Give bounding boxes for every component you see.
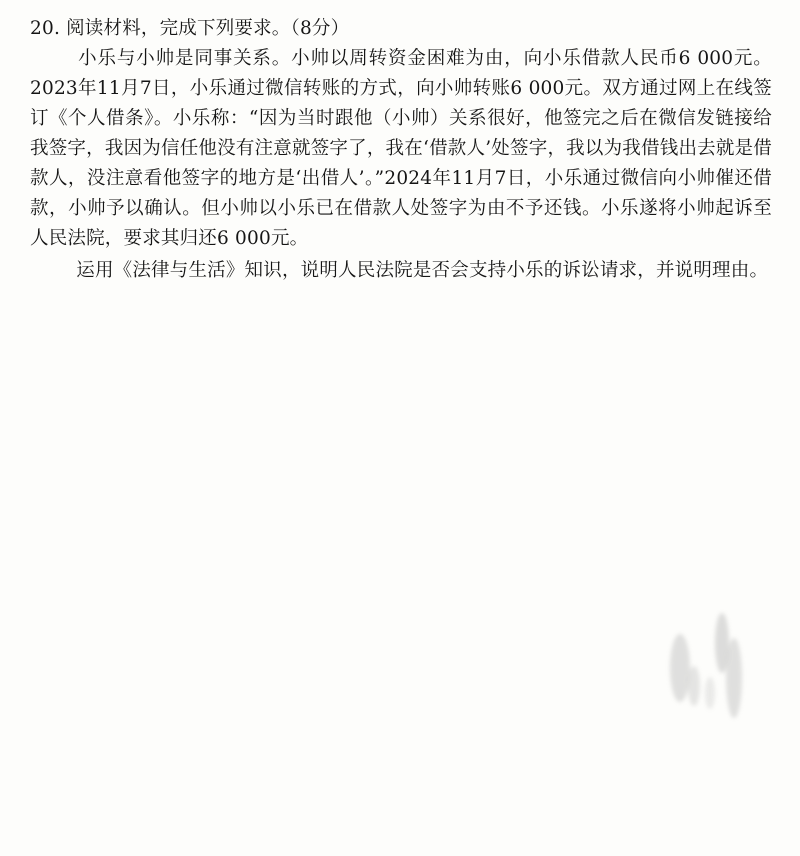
task-requirement: 运用《法律与生活》知识，说明人民法院是否会支持小乐的诉讼请求，并说明理由。 — [76, 260, 769, 281]
question-20 — [30, 14, 780, 286]
question-title: 20. 阅读材料，完成下列要求。（8分） — [30, 18, 350, 39]
material-text — [30, 44, 772, 254]
material-paragraph: 小乐与小帅是同事关系。小帅以周转资金困难为由，向小乐借款人民币6 000元。2023年11月7日，小乐通过微信转账的方式，向小帅转账6 000元。双方通过网上在线签订《个人借条》。小乐称：“因为当时跟他（小帅）关系很好，他签完之后在微信发链接给我签字，我因为信任他没有注意就签字了，我在‘借款人’处签字，我以为我借钱出去就是借款人，没注意看他签字的地方是‘出借人’。”2024年11月7日，小乐通过微信向小帅催还借款，小帅予以确认。但小帅以小乐已在借款人处签字为由不予还钱。小乐遂将小帅起诉至人民法院，要求其归还6 000元。 — [30, 48, 772, 249]
scan-smudge — [660, 598, 752, 728]
